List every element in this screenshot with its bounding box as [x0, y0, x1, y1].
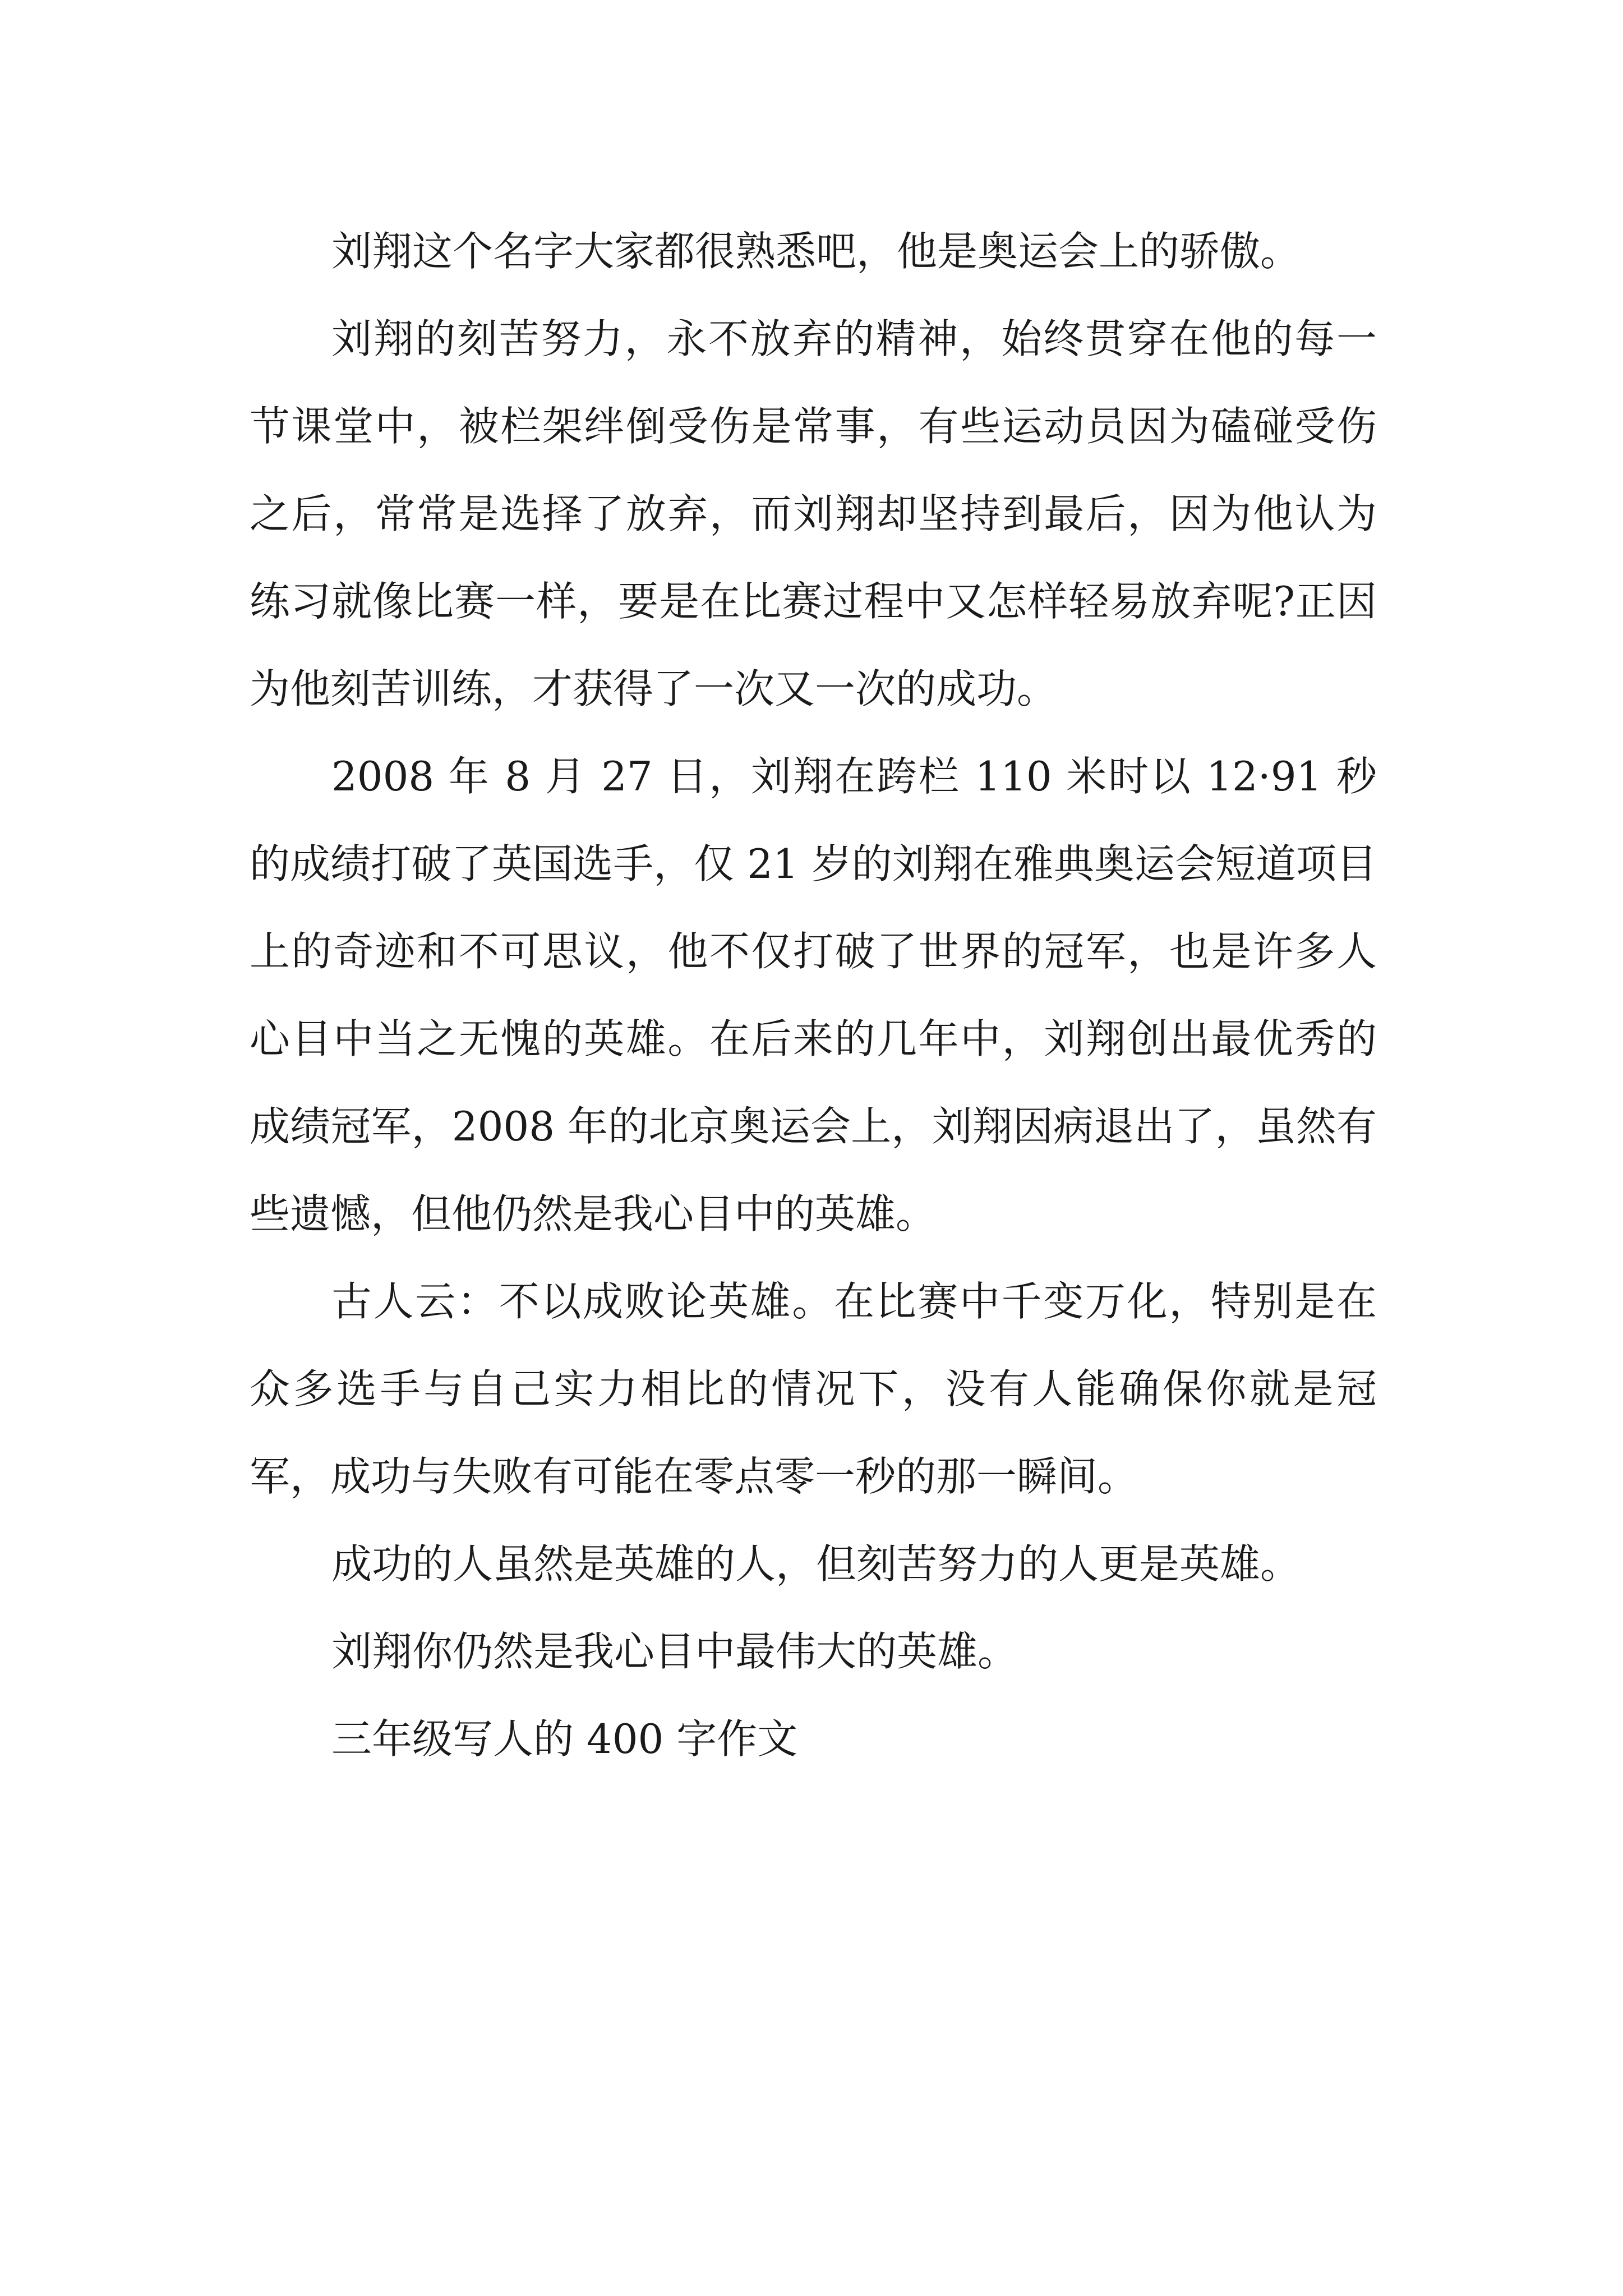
paragraph-proverb: 古人云：不以成败论英雄。在比赛中千变万化，特别是在众多选手与自己实力相比的情况下，没有人能确保你就是冠军，成功与失败有可能在零点零一秒的那一瞬间。	[250, 1278, 1377, 1500]
paragraph-footer-title: 三年级写人的 400 字作文	[331, 1715, 798, 1763]
paragraph-success: 成功的人虽然是英雄的人，但刻苦努力的人更是英雄。	[331, 1540, 1301, 1588]
paragraph-intro: 刘翔这个名字大家都很熟悉吧，他是奥运会上的骄傲。	[331, 228, 1301, 275]
document-body	[250, 208, 1377, 1783]
paragraph-achievements: 2008 年 8 月 27 日，刘翔在跨栏 110 米时以 12·91 秒的成绩打破了英国选手，仅 21 岁的刘翔在雅典奥运会短道项目上的奇迹和不可思议，他不仅打破了世界的冠军，也是许多人心目中当之无愧的英雄。在后来的几年中，刘翔创出最优秀的成绩冠军，2008 年的北京奥运会上，刘翔因病退出了，虽然有些遗憾，但他仍然是我心目中的英雄。	[250, 753, 1377, 1237]
paragraph-conclusion: 刘翔你仍然是我心目中最伟大的英雄。	[331, 1628, 1018, 1675]
paragraph-hard-work: 刘翔的刻苦努力，永不放弃的精神，始终贯穿在他的每一节课堂中，被栏架绊倒受伤是常事，有些运动员因为磕碰受伤之后，常常是选择了放弃，而刘翔却坚持到最后，因为他认为练习就像比赛一样，要是在比赛过程中又怎样轻易放弃呢?正因为他刻苦训练，才获得了一次又一次的成功。	[250, 315, 1377, 712]
